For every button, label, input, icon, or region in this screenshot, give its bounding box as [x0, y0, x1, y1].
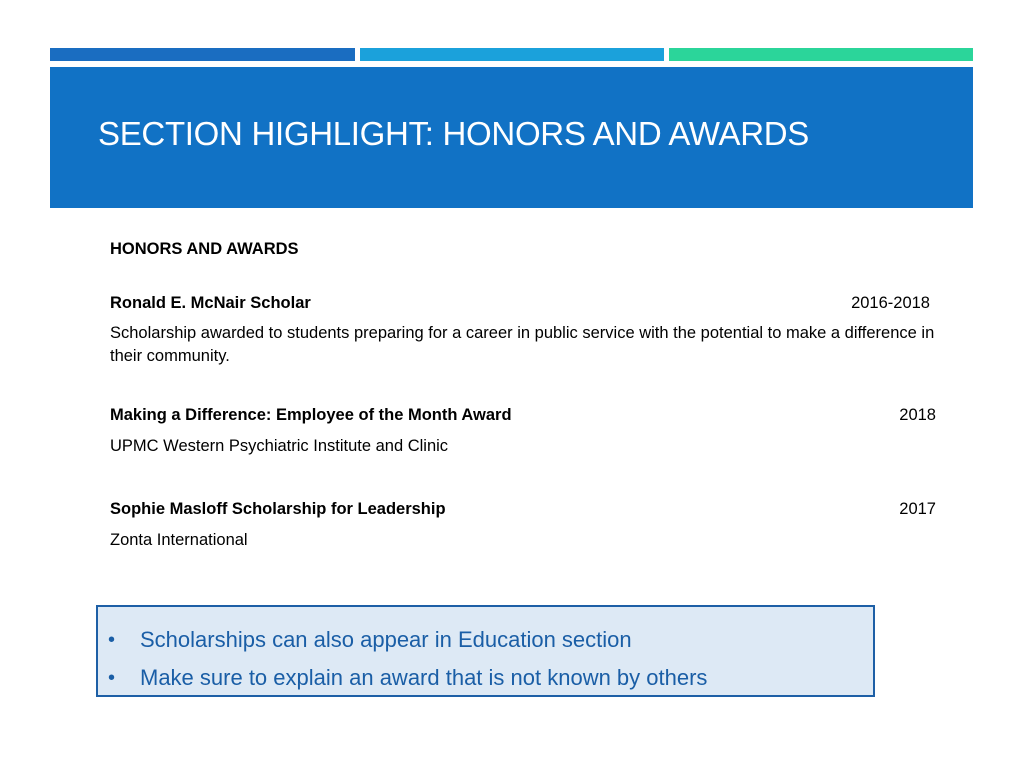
tips-callout [96, 605, 875, 697]
bullet-icon: • [108, 629, 116, 651]
award-entry [110, 404, 936, 458]
award-year: 2018 [899, 406, 936, 424]
tips-list [98, 607, 873, 697]
tip-text: Make sure to explain an award that is not known by others [140, 665, 708, 690]
award-header [110, 292, 936, 314]
award-name: Sophie Masloff Scholarship for Leadership [110, 500, 446, 518]
slide-title: SECTION HIGHLIGHT: HONORS AND AWARDS [98, 115, 810, 152]
honors-content [110, 238, 936, 552]
award-year: 2016-2018 [851, 294, 930, 312]
award-year: 2017 [899, 500, 936, 518]
bullet-icon: • [108, 667, 116, 689]
award-name: Ronald E. McNair Scholar [110, 294, 311, 312]
accent-strip-dark-blue [50, 48, 355, 61]
section-heading: HONORS AND AWARDS [110, 240, 299, 258]
tip-text: Scholarships can also appear in Education section [140, 627, 632, 652]
award-description: UPMC Western Psychiatric Institute and Clinic [110, 437, 449, 455]
award-name: Making a Difference: Employee of the Month Award [110, 406, 512, 424]
award-description: Zonta International [110, 531, 248, 549]
award-description: Scholarship awarded to students preparing for a career in public service with the potential to make a difference in their community. [110, 324, 935, 365]
accent-strip-light-blue [360, 48, 664, 61]
award-entry [110, 498, 936, 552]
award-header [110, 498, 936, 520]
tip-item [108, 659, 873, 697]
award-entry [110, 292, 936, 368]
tip-item [108, 621, 873, 659]
title-banner [50, 67, 973, 208]
accent-strip-green [669, 48, 973, 61]
award-header [110, 404, 936, 426]
